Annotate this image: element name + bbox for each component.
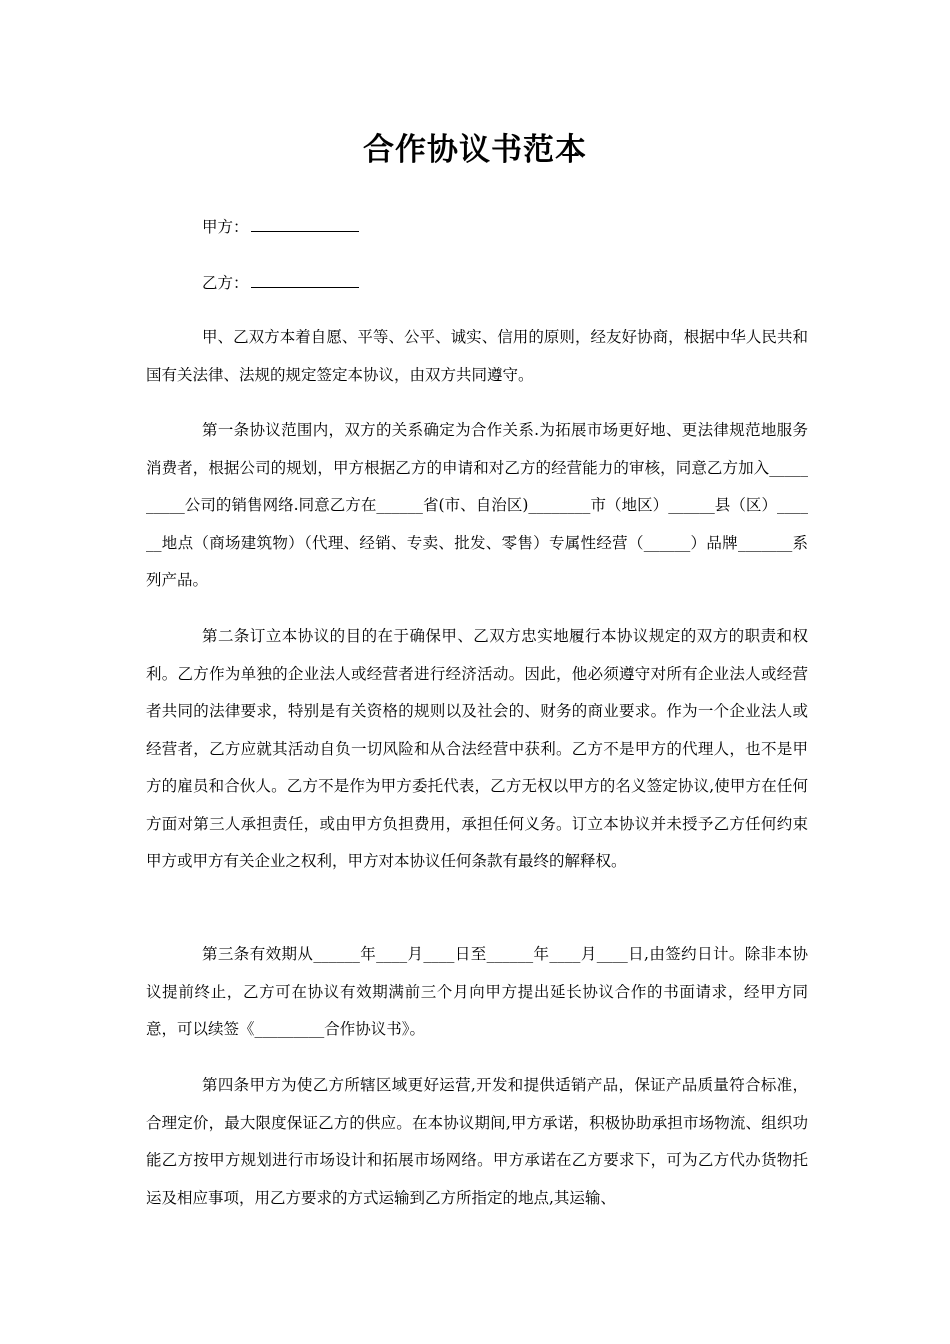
paragraph-preamble: 甲、乙双方本着自愿、平等、公平、诚实、信用的原则，经友好协商，根据中华人民共和国有关法律、法规的规定签定本协议，由双方共同遵守。: [146, 328, 808, 384]
party-a-label: 甲方：: [202, 218, 249, 236]
document-title: 合作协议书范本: [363, 132, 587, 168]
paragraph-article-3: 第三条有效期从______年____月____日至______年____月____日,由签约日计。除非本协议提前终止，乙方可在协议有效期满前三个月向甲方提出延长协议合作的书面请求，经甲方同意，可以续签《_________合作协议书》。: [146, 945, 808, 1038]
party-b-blank: [251, 273, 359, 288]
party-b-field: [202, 273, 359, 293]
party-a-field: [202, 217, 359, 237]
party-a-blank: [251, 217, 359, 232]
paragraph-article-1: 第一条协议范围内，双方的关系确定为合作关系.为拓展市场更好地、更法律规范地服务消费者，根据公司的规划，甲方根据乙方的申请和对乙方的经营能力的审核，同意乙方加入__________公司的销售网络.同意乙方在______省(市、自治区)________市（地区）______县（区）______地点（商场建筑物）（代理、经销、专卖、批发、零售）专属性经营（______）品牌_______系列产品。: [146, 421, 808, 589]
paragraph-article-4: 第四条甲方为使乙方所辖区域更好运营,开发和提供适销产品，保证产品质量符合标准，合理定价，最大限度保证乙方的供应。在本协议期间,甲方承诺，积极协助承担市场物流、组织功能乙方按甲方规划进行市场设计和拓展市场网络。甲方承诺在乙方要求下，可为乙方代办货物托运及相应事项，用乙方要求的方式运输到乙方所指定的地点,其运输、: [146, 1076, 808, 1207]
party-b-label: 乙方：: [202, 274, 249, 292]
paragraph-article-2: 第二条订立本协议的目的在于确保甲、乙双方忠实地履行本协议规定的双方的职责和权利。乙方作为单独的企业法人或经营者进行经济活动。因此，他必须遵守对所有企业法人或经营者共同的法律要求，特别是有关资格的规则以及社会的、财务的商业要求。作为一个企业法人或经营者，乙方应就其活动自负一切风险和从合法经营中获利。乙方不是甲方的代理人，也不是甲方的雇员和合伙人。乙方不是作为甲方委托代表，乙方无权以甲方的名义签定协议,使甲方在任何方面对第三人承担责任，或由甲方负担费用，承担任何义务。订立本协议并未授予乙方任何约束甲方或甲方有关企业之权利，甲方对本协议任何条款有最终的解释权。: [146, 627, 808, 870]
